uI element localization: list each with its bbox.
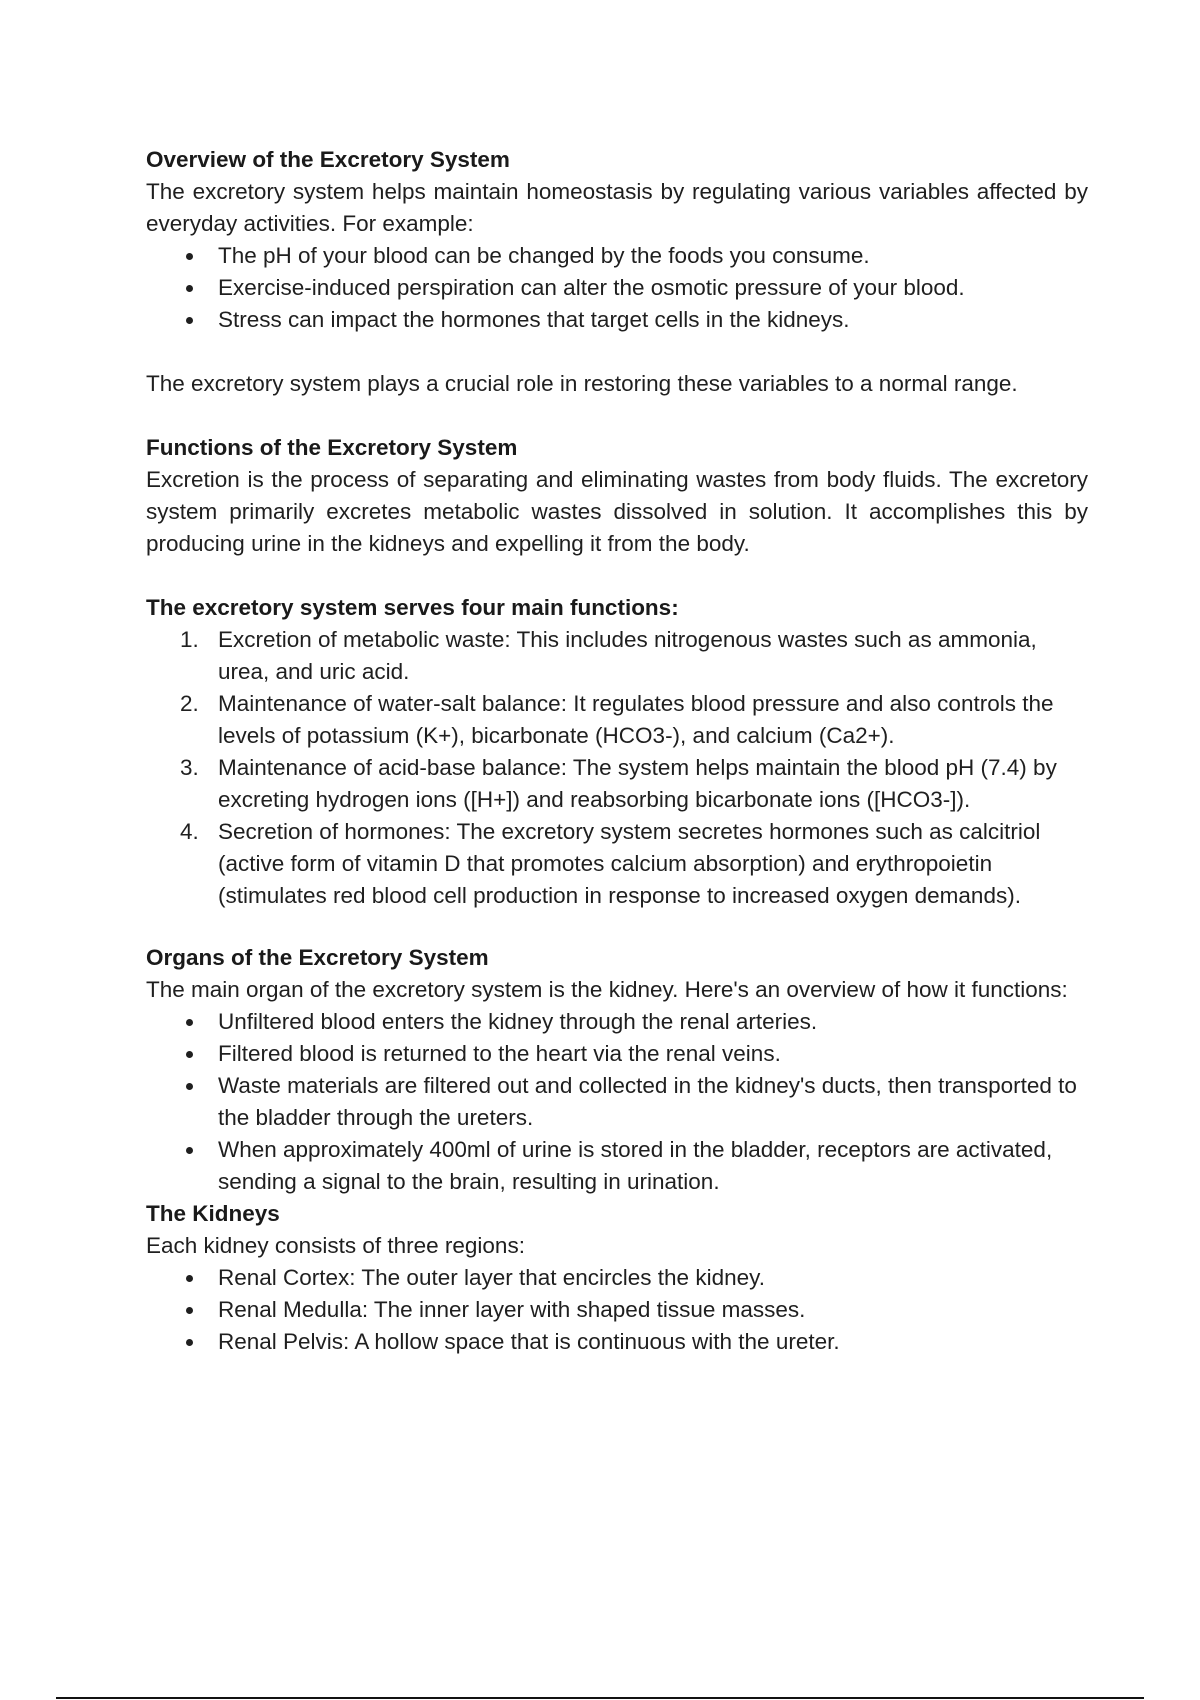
overview-intro: The excretory system helps maintain homeostasis by regulating various variables affected by everyday activities. For example: <box>146 179 1088 236</box>
list-item <box>146 688 1088 752</box>
overview-heading: Overview of the Excretory System <box>146 147 510 172</box>
list-item: Exercise-induced perspiration can alter the osmotic pressure of your blood. <box>146 272 1088 304</box>
list-item <box>146 816 1088 912</box>
functions-body: Excretion is the process of separating and eliminating wastes from body fluids. The excretory system primarily excretes metabolic wastes dissolved in solution. It accomplishes this by producing urine in the kidneys and expelling it from the body. <box>146 467 1088 556</box>
functions-heading: Functions of the Excretory System <box>146 435 518 460</box>
list-item-text: Excretion of metabolic waste: This includes nitrogenous wastes such as ammonia, urea, and uric acid. <box>218 627 1037 684</box>
list-item-text: Maintenance of acid-base balance: The system helps maintain the blood pH (7.4) by excreting hydrogen ions ([H+]) and reabsorbing bicarbonate ions ([HCO3-]). <box>218 755 1057 812</box>
kidneys-intro: Each kidney consists of three regions: <box>146 1233 525 1258</box>
document-page <box>146 144 1088 1358</box>
four-functions-list <box>146 624 1088 912</box>
organs-heading: Organs of the Excretory System <box>146 945 489 970</box>
list-item: Renal Pelvis: A hollow space that is continuous with the ureter. <box>146 1326 1088 1358</box>
organs-intro: The main organ of the excretory system is the kidney. Here's an overview of how it functions: <box>146 977 1068 1002</box>
list-item: The pH of your blood can be changed by the foods you consume. <box>146 240 1088 272</box>
list-item-text: Secretion of hormones: The excretory system secretes hormones such as calcitriol (active form of vitamin D that promotes calcium absorption) and erythropoietin (stimulates red blood cell production in response to increased oxygen demands). <box>218 819 1041 908</box>
list-number: 3. <box>180 755 199 780</box>
list-item: Renal Medulla: The inner layer with shaped tissue masses. <box>146 1294 1088 1326</box>
list-number: 1. <box>180 627 199 652</box>
list-item: Stress can impact the hormones that target cells in the kidneys. <box>146 304 1088 336</box>
list-item: Waste materials are filtered out and collected in the kidney's ducts, then transported to the bladder through the ureters. <box>146 1070 1088 1134</box>
footer-divider <box>56 1697 1144 1699</box>
overview-bullet-list <box>146 240 1088 336</box>
overview-closing: The excretory system plays a crucial role in restoring these variables to a normal range. <box>146 371 1018 396</box>
list-item: Renal Cortex: The outer layer that encircles the kidney. <box>146 1262 1088 1294</box>
list-number: 2. <box>180 691 199 716</box>
kidneys-bullet-list <box>146 1262 1088 1358</box>
list-item: When approximately 400ml of urine is stored in the bladder, receptors are activated, sending a signal to the brain, resulting in urination. <box>146 1134 1088 1198</box>
list-item <box>146 624 1088 688</box>
organs-bullet-list <box>146 1006 1088 1198</box>
four-functions-heading: The excretory system serves four main functions: <box>146 595 679 620</box>
list-item: Unfiltered blood enters the kidney through the renal arteries. <box>146 1006 1088 1038</box>
kidneys-heading: The Kidneys <box>146 1201 280 1226</box>
list-item-text: Maintenance of water-salt balance: It regulates blood pressure and also controls the levels of potassium (K+), bicarbonate (HCO3-), and calcium (Ca2+). <box>218 691 1054 748</box>
list-number: 4. <box>180 819 199 844</box>
list-item <box>146 752 1088 816</box>
list-item: Filtered blood is returned to the heart via the renal veins. <box>146 1038 1088 1070</box>
